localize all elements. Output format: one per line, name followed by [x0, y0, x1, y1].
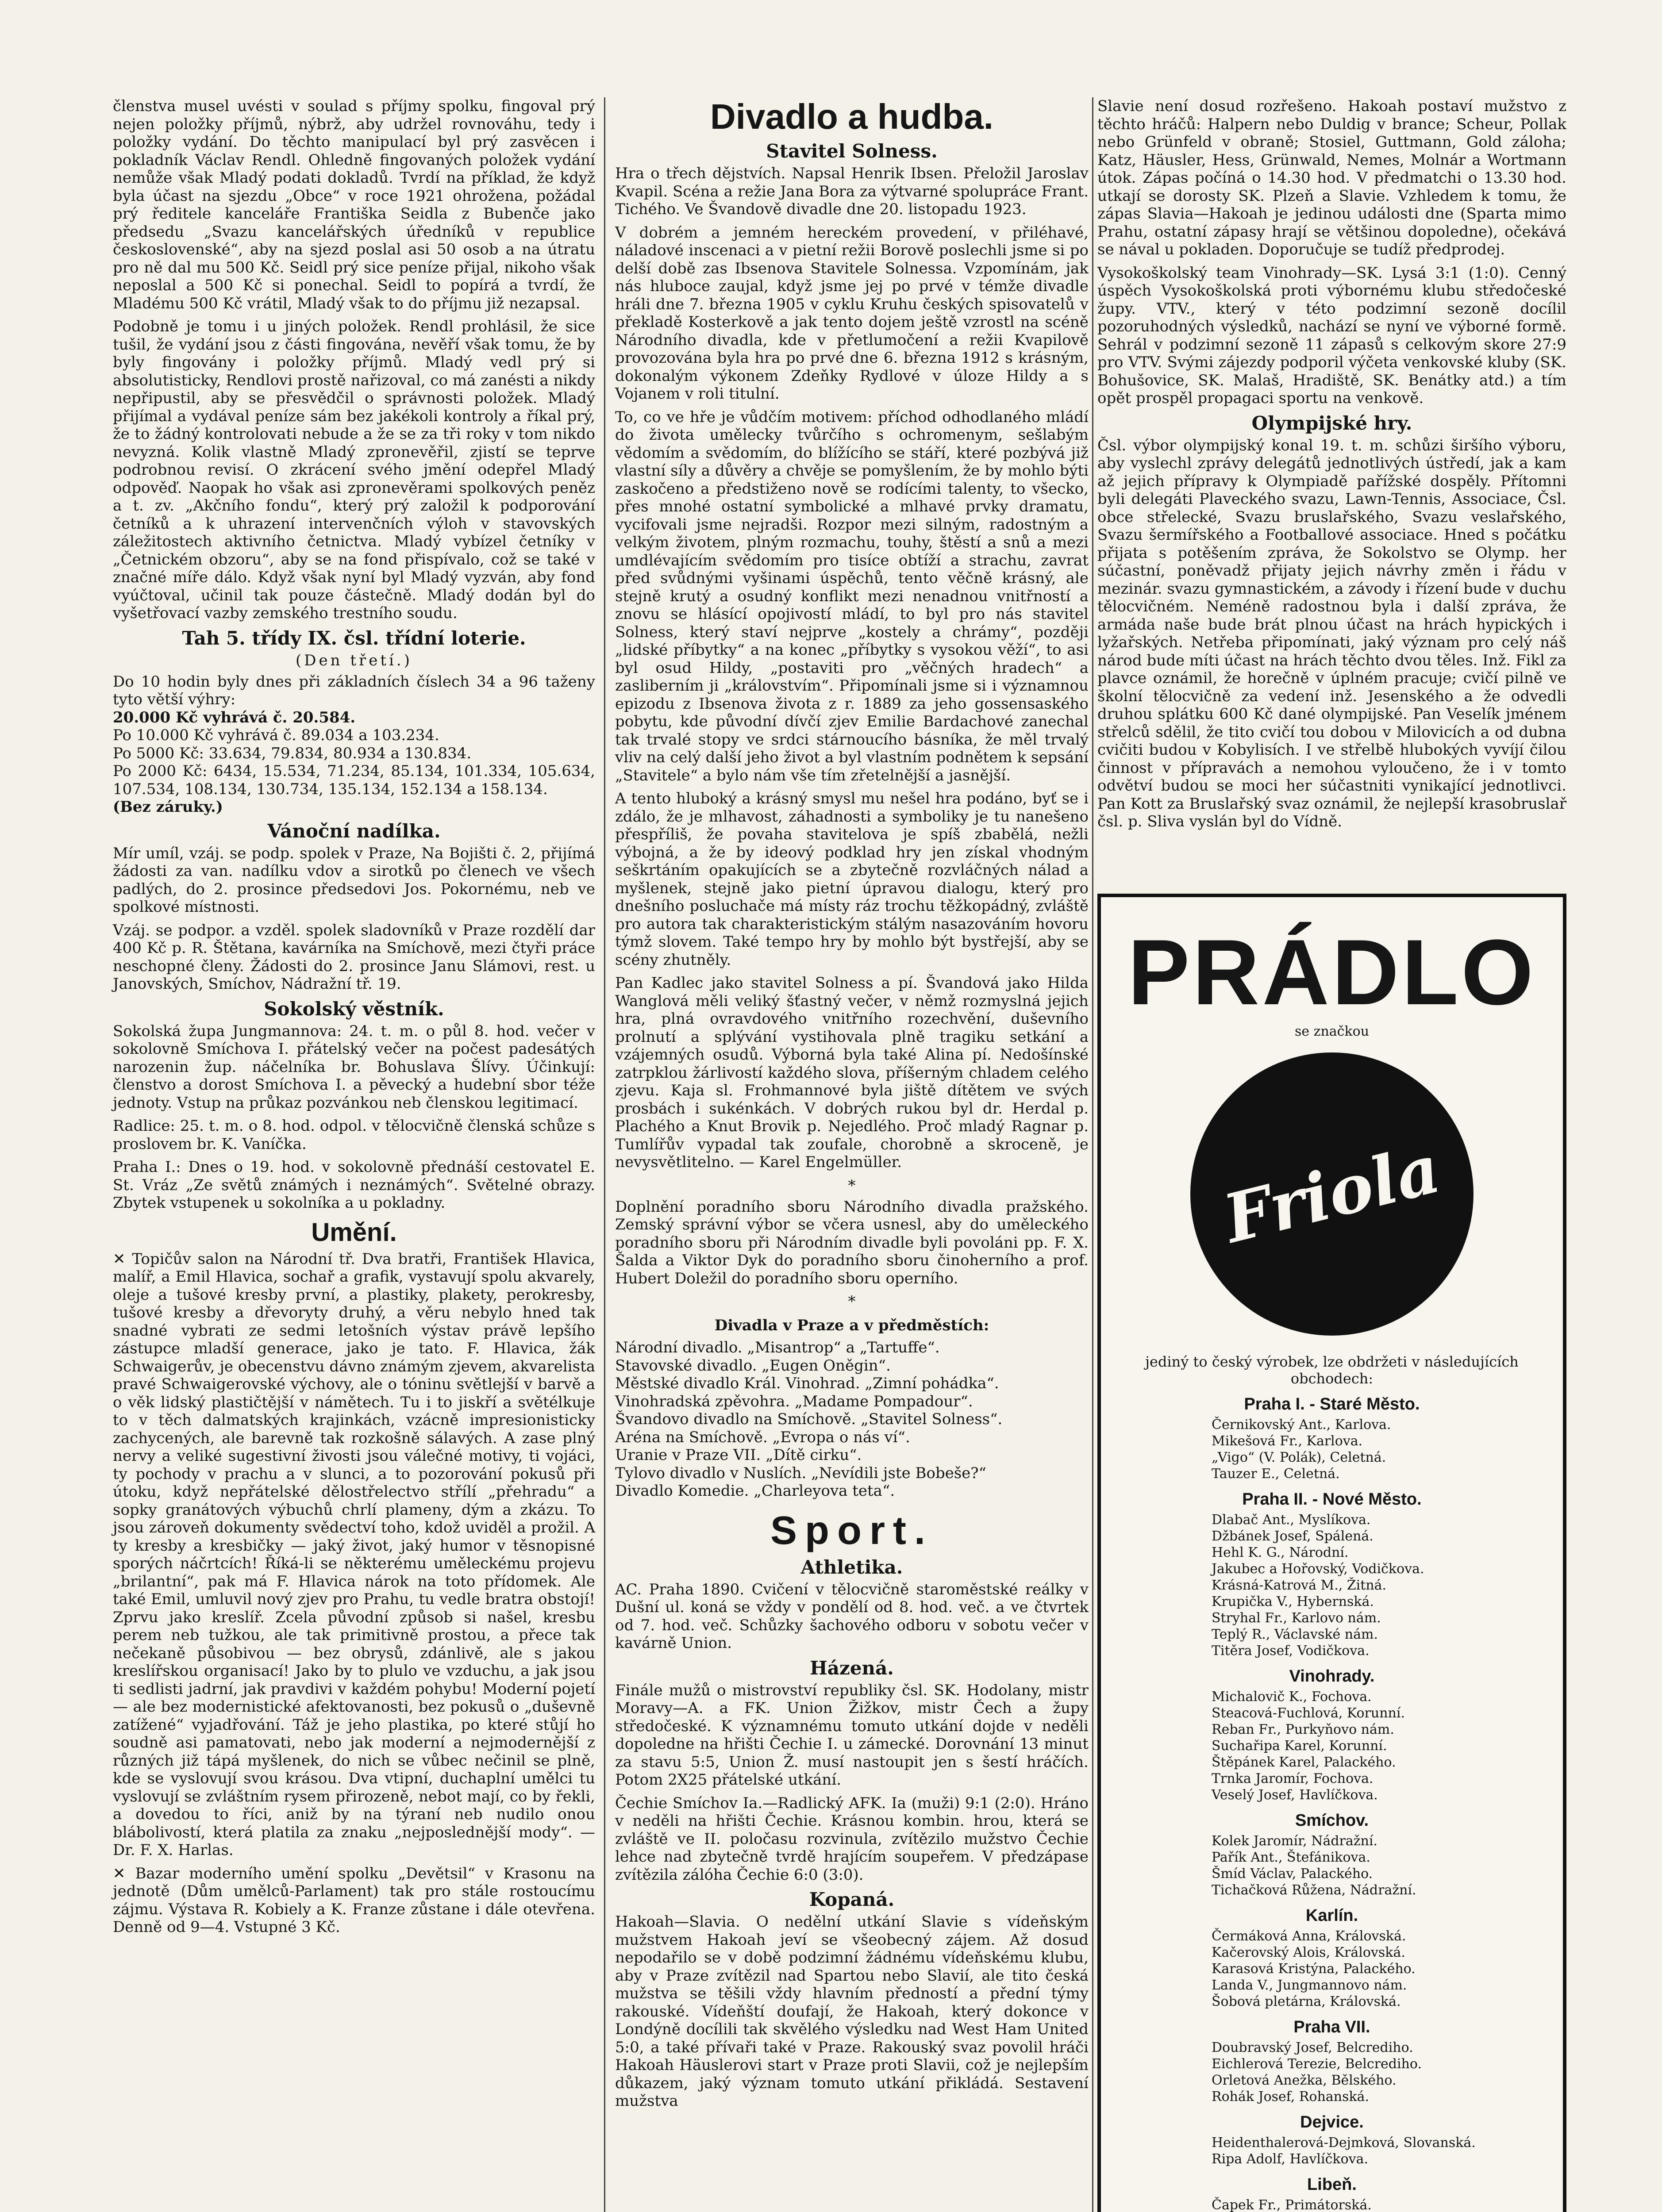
ad-intro: jediný to český výrobek, lze obdržeti v následujících obchodech: — [1145, 1353, 1519, 1387]
article-title-stavitel: Stavitel Solness. — [766, 140, 938, 162]
ad-shop-item: Suchařipa Karel, Korunní. — [1212, 1738, 1387, 1754]
ad-section-title: Praha II. - Nové Město. — [1242, 1490, 1422, 1509]
article-para: V dobrém a jemném hereckém provedení, v přiléhavé, náladové inscenaci a v pietní režii Borově poslechli jsme si po delší době zas Ibsenova Stavitele Solnessa. Vzpomínám, jak nás hluboce zaujal, když jsme jej po prvé v témže divadle hráli dne 7. března 1905 v cyklu Kruhu českých spisovatelů v překladě Kosterkově a jak tento dojem ještě vzrostl na scéně Národního divadla, kde v přetlumočení a režii Kvapilově provozována byla hra po prvé dne 6. března 1912 s krásným, dokonalým výkonem Zdeňky Rydlové v úloze Hildy a s Vojanem v roli titulní. — [615, 223, 1089, 403]
repertoar-line: Vinohradská zpěvohra. „Madame Pompadour“. — [615, 1392, 973, 1410]
repertoar-line: Tylovo divadlo v Nuslích. „Nevídili jste Bobeše?“ — [615, 1464, 987, 1482]
ad-shop-item: Čapek Fr., Primátorská. — [1212, 2197, 1372, 2212]
section-title-sokolsky: Sokolský věstník. — [264, 998, 444, 1020]
ad-shop-item: „Vigo“ (V. Polák), Celetná. — [1212, 1450, 1386, 1465]
article-para: Praha I.: Dnes o 19. hod. v sokolovně přednáší cestovatel E. St. Vráz „Ze světů známých i neznámých“. Světelné obrazy. Zbytek vstupenek u sokolníka a u pokladny. — [113, 1158, 595, 1212]
separator: * — [848, 1176, 856, 1194]
lottery-line: Po 10.000 Kč vyhrává č. 89.034 a 103.234. — [113, 726, 439, 744]
article-para: A tento hluboký a krásný smysl mu nešel hra podáno, byť se i zdálo, že je mlhavost, záhadnosti a symboliky je tu nanešeno přespříliš, že povaha stavitelova je spíš zbabělá, nežli výbojná, a že by ideový podklad hry jen získal vhodným seškrtáním opakujících se a zbytečně rozvláčných nálad a myšlenek, stejně jako pietní úpravou dialogu, který pro dnešního posluchače má místy ráz trochu těžkopádný, zvláště pro autora tak charakteristickým stálým nasazováním hovoru týmž slovem. Také tempo hry by mohlo být bystřejší, aby se scény zhutněly. — [615, 790, 1089, 969]
lottery-subtitle: (Den třetí.) — [296, 651, 412, 669]
ad-shop-item: Dlabač Ant., Myslíkova. — [1212, 1512, 1371, 1528]
ad-shop-item: Veselý Josef, Havlíčkova. — [1212, 1787, 1378, 1803]
article-para: Hra o třech dějstvích. Napsal Henrik Ibsen. Přeložil Jaroslav Kvapil. Scéna a režie Jana Bora za výtvarné spolupráce Frant. Tichého. Ve Švandově divadle dne 20. listopadu 1923. — [615, 165, 1089, 218]
ad-shop-item: Černikovský Ant., Karlova. — [1212, 1417, 1391, 1432]
ad-shop-item: Rohák Josef, Rohanská. — [1212, 2089, 1370, 2104]
ad-shop-item: Reban Fr., Purkyňovo nám. — [1212, 1722, 1394, 1737]
column-rule-1 — [604, 97, 605, 2212]
ad-se-znackou: se značkou — [1294, 1024, 1370, 1039]
lottery-line: Po 2000 Kč: 6434, 15.534, 71.234, 85.134, 101.334, 105.634, 107.534, 108.134, 130.734, 135.134, 152.134 a 158.134. — [113, 762, 595, 798]
article-para: Sokolská župa Jungmannova: 24. t. m. o půl 8. hod. večer v sokolovně Smíchova I. přátelský večer na počest padesátých narozenin žup. náčelníka br. Bohuslava Šlívy. Účinkují: členstvo a dorost Smíchova I. a pěvecký a hudební sbor téže jednoty. Vstup na průkaz pozvánkou neb členskou legitimací. — [113, 1022, 595, 1112]
subsection-hazena: Házená. — [810, 1657, 894, 1679]
ad-section-title: Praha I. - Staré Město. — [1244, 1395, 1420, 1413]
article-para: Čsl. výbor olympijský konal 19. t. m. schůzi širšího výboru, aby vyslechl zprávy delegátů jednotlivých ústředí, jak a kam až jejich přípravy k Olympiadě pařížské dospěly. Přítomni byli delegáti Plaveckého svazu, Lawn-Tennis, Associace, Čsl. obce střelecké, Svazu bruslařského, Svazu veslařského, Svazu šermířského a Footballové associace. Hned s počátku přijata s potěšením zpráva, že Sokolstvo se Olymp. her súčastní, poněvadž přijaty jejich návrhy změn i řádu v mezinár. svazu gymnastickém, a závody i řízení bude v duchu tělocvičném. Neméně radostnou byla i další zpráva, že armáda naše bude brát plnou účast na hrách hypických i lyžařských. Netřeba připomínati, jaký význam pro celý náš národ bude míti účast na hrách těchto dvou těles. Inž. Fikl za plavce oznámil, že horečně v úplném pracuje; cvičí pilně ve školní tělocvičně za vedení inž. Jesenského a že odvedli druhou splátku 600 Kč dané olympijské. Pan Veselík jménem střelců sdělil, že tito cvičí tou dobou v Milovicích a od dubna cvičiti budou v Kobylisích. I ve střelbě hlubokých vyvíjí čilou činnost v přípravách a nemohou vyloučeno, že i v tomto odvětví budou se moci her súčastniti vynikající jednotlivci. Pan Kott za Bruslařský svaz oznámil, že nejlepší krasobruslař čsl. p. Sliva vyslán byl do Vídně. — [1097, 436, 1566, 830]
repertoar-title: Divadla v Praze a v předměstích: — [714, 1317, 989, 1334]
ad-section-title: Praha VII. — [1293, 2018, 1370, 2036]
ad-section-title: Vinohrady. — [1289, 1667, 1375, 1686]
ad-shop-item: Orletová Anežka, Bělského. — [1212, 2073, 1397, 2088]
repertoar-line: Divadlo Komedie. „Charleyova teta“. — [615, 1482, 895, 1500]
repertoar-line: Stavovské divadlo. „Eugen Oněgin“. — [615, 1356, 891, 1375]
ad-shop-item: Jakubec a Hořovský, Vodičkova. — [1212, 1561, 1424, 1577]
ad-shop-item: Tauzer E., Celetná. — [1212, 1466, 1340, 1482]
ad-section-title: Smíchov. — [1295, 1811, 1369, 1830]
article-para: Vzáj. se podpor. a vzděl. spolek sladovníků v Praze rozdělí dar 400 Kč p. R. Štětana, kavárníka na Smíchově, mezi čtyři práce neschopné členy. Žádosti do 2. prosince Janu Slámovi, rest. u Janovských, Smíchov, Nádražní tř. 19. — [113, 921, 595, 993]
lottery-line: Do 10 hodin byly dnes při základních číslech 34 a 96 taženy tyto větší výhry: — [113, 672, 595, 708]
ad-shop-item: Stryhal Fr., Karlovo nám. — [1212, 1610, 1381, 1626]
lottery-line: 20.000 Kč vyhrává č. 20.584. — [113, 708, 356, 726]
advertisement-pradlo — [1097, 894, 1566, 2212]
ad-shop-item: Karasová Kristýna, Palackého. — [1212, 1961, 1416, 1977]
ad-section-title: Dejvice. — [1300, 2113, 1364, 2131]
ad-shop-item: Pařík Ant., Štefánikova. — [1212, 1850, 1370, 1865]
ad-shop-item: Titěra Josef, Vodičkova. — [1212, 1643, 1370, 1659]
ad-shop-item: Štěpánek Karel, Palackého. — [1212, 1755, 1396, 1770]
ad-shop-item: Kolek Jaromír, Nádražní. — [1212, 1833, 1378, 1849]
article-para: Čechie Smíchov Ia.—Radlický AFK. Ia (muži) 9:1 (2:0). Hráno v neděli na hřišti Čechie. Krásnou kombin. hrou, která se zvláště ve II. poločasu rozvinula, zvítězilo mužstvo Čechie lehce nad zbytečně tvrdě hrajícím soupeřem. V předzápase zvítězila zálóha Čechie 6:0 (3:0). — [615, 1794, 1089, 1884]
ad-section-list — [1212, 2135, 1563, 2167]
ad-shop-item: Krupička V., Hybernská. — [1212, 1594, 1374, 1609]
column-middle — [615, 97, 1089, 2116]
article-para: Podobně je tomu i u jiných položek. Rendl prohlásil, že sice tušil, že vydání jsou z části fingována, nevěří však tomu, že by byly fingovány i položky příjmů. Mladý vedl prý si absolutisticky, Rendlovi prostě nařizoval, co má zanésti a nikdy nepřipustil, aby se přesvědčil o správnosti položek. Mladý přijímal a vydával peníze sám bez jakékoli kontroly a říkal prý, že to žádný kontrolovati nebude a že se za tři roky v tom nikdo nevyzná. Kolik vlastně Mladý zpronevěřil, zjistí se teprve podrobnou revisí. O zkrácení svého jmění odepřel Mladý odpověď. Naopak ho však asi zpronevěrami spolkových peněz a t. zv. „Akčního fondu“, který prý založil k podporování četníků a k uhrazení intervenčních výloh v stavovských záležitostech aktivního četnictva. Mladý vybízel četníky v „Četnickém obzoru“, aby se na fond přispívalo, což se také v značné míře dálo. Když však nyní byl Mladý vyzván, aby fond vyúčtoval, učinil tak pouze částečně. Mladý dodán byl do vyšetřovací vazby zemského trestního soudu. — [113, 318, 595, 622]
subsection-athletika: Athletika. — [800, 1556, 903, 1578]
ad-shop-item: Mikešová Fr., Karlova. — [1212, 1433, 1363, 1449]
article-para: ✕ Topičův salon na Národní tř. Dva bratři, František Hlavica, malíř, a Emil Hlavica, sochař a grafik, vystavují spolu akvarely, oleje a tušové kresby první, a plastiky, plakety, perokresby, tušové kresby a dřevoryty druhý, a věru nebylo hned tak snadné vybrati ze sedmi letošních výstav právě lepšího zástupce mladší generace, jako je tato. F. Hlavica, žák Schwaigerův, je obecenstvu dávno známým zjevem, akvarelista pravé Schwaigerovské výchovy, ale o tóninu světlejší v barvě a o věk lidský plastičtější v námětech. Tu i to jiskří a světélkuje to v těch dalmatských krajinkách, vzácně impresionisticky zachycených, ale barevně tak rozkošně sálavých. A zase plný nervy a veliké sugestivní živosti jsou válečné motivy, ti vojáci, ty pochody v prachu a v slunci, a to pozorování pokusů při útoku, když nepřátelské dělostřelectvo střílí „přehradu“ a sopky granátových výbuchů chrlí plameny, dým a zkázu. To jsou zároveň dokumenty svědectví toho, kdož uviděl a prožil. A ty kresby a kresbičky — jaký život, jaký humor v těsnopisné sporých náčrtcích! Říká-li se některému uměleckému projevu „brilantní“, pak má F. Hlavica nárok na toto přídomek. Ale také Emil, umluvil nový zjev pro Prahu, tu vedle bratra obstojí! Zprvu jako kreslíř. Zcela původní způsob si našel, kresbu perem neb tužkou, ale tak primitivně prostou, a přece tak nečekaně působivou — bez obrysů, zdánlivě, ale s jakou kreslířskou organisací! Jako by to plulo ve vzduchu, a jak jsou ti sedlisti jadrní, jak pravdivi v každém pohybu! Moderní pojetí — ale bez modernistické afektovanosti, bez pokusů o „duševně zatížené“ vyjadřování. Táž je jeho plastika, po které stůjí ho soudně asi pamatovati, nebo jak moderní a nejmodernější z různých již tápá myšlenek, do nich se vůbec nečinil se plně, kde se vyslovují svou krásou. Dva vtipní, duchaplní umělci tu vyslovují se zvláštním rysem přirozeně, nebot mají, co by řekli, a dovedou to říci, aniž by na týraní neb nudilo onou blábolivostí, která platila za znaku „nejposlednější mody“. — Dr. F. X. Harlas. — [113, 1250, 595, 1859]
repertoar-line: Městské divadlo Král. Vinohrad. „Zimní pohádka“. — [615, 1375, 999, 1392]
ad-section-list — [1212, 1833, 1563, 1898]
ad-shop-item: Šobová pletárna, Královská. — [1212, 1994, 1401, 2009]
ad-section-title: Libeň. — [1307, 2175, 1357, 2194]
ad-section-list — [1212, 1512, 1563, 1659]
article-para: Radlice: 25. t. m. o 8. hod. odpol. v tělocvičně členská schůze s proslovem br. K. Vaníčka. — [113, 1117, 595, 1153]
ad-shop-item: Trnka Jaromír, Fochova. — [1212, 1771, 1373, 1786]
article-para: členstva musel uvésti v soulad s příjmy spolku, fingoval prý nejen položky příjmů, nýbrž, aby udržel rovnováhu, tedy i položky vydání. Do těchto manipulací byl prý zasvěcen i pokladník Václav Rendl. Ohledně fingovaných položek vydání nemůže však Mladý podati dokladů. Tvrdí na příklad, že když byla účast na sjezdu „Obce“ v roce 1921 ohrožena, požádal prý ředitele kanceláře Františka Seidla z Bubenče jako předsedu „Svazu kancelářských úředníků v republice československé“, aby na sjezd poslal asi 50 osob a na útratu pro ně dal mu 500 Kč. Seidl prý sice peníze přijal, nikoho však neposlal a 500 Kč si ponechal. Seidl to popírá a tvrdí, že Mladému 500 Kč vrátil, Mladý však to do příjmu již nezapsal. — [113, 97, 595, 312]
repertoar-line: Aréna na Smíchově. „Evropa o nás ví“. — [615, 1428, 910, 1446]
article-para: ✕ Bazar moderního umění spolku „Devětsil“ v Krasonu na jednotě (Dům umělců-Parlament) tak pro stále rostoucímu zájmu. Výstava R. Kobiely a K. Franze zůstane i dále otevřena. Denně od 9—4. Vstupné 3 Kč. — [113, 1864, 595, 1936]
column-left — [113, 97, 595, 1942]
ad-section-list — [1212, 1689, 1563, 1803]
ad-section-list — [1212, 1928, 1563, 2010]
ad-section-title: Karlín. — [1305, 1906, 1358, 1925]
ad-section-list — [1212, 2039, 1563, 2105]
friola-logo — [1190, 1052, 1473, 1336]
ad-shop-item: Tichačková Růžena, Nádražní. — [1212, 1882, 1416, 1898]
lottery-section — [113, 628, 595, 816]
ad-shop-item: Ripa Adolf, Havlíčkova. — [1212, 2151, 1369, 2167]
lottery-line: (Bez záruky.) — [113, 798, 223, 816]
separator: * — [848, 1293, 856, 1310]
ad-shop-item: Krásná-Katrová M., Žitná. — [1212, 1578, 1387, 1593]
ad-section-list — [1212, 1417, 1563, 1482]
ad-shop-item: Landa V., Jungmannovo nám. — [1212, 1978, 1407, 1993]
section-title-sport: Sport. — [770, 1508, 933, 1553]
article-para: Doplnění poradního sboru Národního divadla pražského. Zemský správní výbor se včera usnesl, aby do uměleckého poradního sboru při Národním divadle byli povoláni pp. F. X. Šalda a Viktor Dyk do poradního sboru činoherního a prof. Hubert Doležil do poradního sboru operního. — [615, 1198, 1089, 1287]
article-para: Finále mužů o mistrovství republiky čsl. SK. Hodolany, mistr Moravy—A. a FK. Union Žižkov, mistr Čech a župy středočeské. K významnému tomuto utkání dojde v neděli dopoledne na hřišti Čechie I. u zámecké. Dorovnání 13 minut za stavu 5:5, Union Ž. musí nastoupit jen s šestí hráčích. Potom 2X25 přátelské utkání. — [615, 1681, 1089, 1789]
lottery-title: Tah 5. třídy IX. čsl. třídní loterie. — [182, 627, 526, 649]
section-title-vanocni: Vánoční nadílka. — [267, 820, 441, 842]
section-title-olymp: Olympijské hry. — [1251, 412, 1412, 434]
column-rule-2 — [1092, 97, 1093, 2212]
article-para: Hakoah—Slavia. O nedělní utkání Slavie s vídeňským mužstvem Hakoah jeví se všeobecný zájem. Až dosud nepodařilo se v době podzimní žádnému vídeňskému klubu, aby v Praze zvítězil nad Spartou nebo Slavií, ale tito česká mužstva se těšili vždy hlavním předností a přední týmy rakouské. Vídeňští doufají, že Hakoah, který dokonce v Londýně docílili tak skvělého výsledku nad West Ham United 5:0, a také přívaři také v Praze. Rakouský svaz povolil hráči Hakoah Häuslerovi start v Praze proti Slavii, což je nejlepším důkazem, jaký význam tomuto utkání přikládá. Sestavení mužstva — [615, 1913, 1089, 2110]
ad-shop-item: Hehl K. G., Národní. — [1212, 1545, 1349, 1560]
article-para: To, co ve hře je vůdčím motivem: příchod odhodlaného mládí do života umělecky tvůrčího s ochromenym, sešlabým vědomím a svědomím, do blížícího se stáří, které pozbývá již vlastní síly a důvěry a chvěje se pomyšlením, že by mohlo býti zaskočeno a předstiženo nově se rodícími talenty, to všecko, přes mnohé ostatní symbolické a mlhavé prvky dramatu, vycifovali jsme nejradši. Rozpor mezi silným, radostným a velkým životem, plným rozmachu, touhy, štěstí a snů a mezi umdlévajícím svědomím pro tisíce obtíží a strachu, zavrat před svůdnými vyšinami úspěchů, tento věčně krásný, ale stejně krutý a osudný konflikt mezi nenadnou vnitřností a znovu se hlásící opojivostí mládí, to byl pro nás stavitel Solness, který staví nejprve „kostely a chrámy“, později „lidské příbytky“ a na konec „příbytky s vysokou věží“, to asi byl osud Hildy, „postaviti pro „věčných hradech“ a zasliberním ji „královstvím“. Připomínali jsme si i významnou epizodu z Ibsenova života z r. 1889 za jeho gossensaského pobytu, kde původní dívčí zjev Emilie Bardachové zanechal tak trvalé stopy ve srdci stárnoucího básníka, že měl trvalý vliv na celý další jeho život a byl vlastním podnětem k sepsání „Stavitele“ a bylo nám vše tím zřetelnější a jasnější. — [615, 408, 1089, 784]
article-para: Slavie není dosud rozřešeno. Hakoah postaví mužstvo z těchto hráčů: Halpern nebo Duldig v brance; Scheur, Pollak nebo Grünfeld v obraně; Stosiel, Guttmann, Gold záloha; Katz, Häusler, Hess, Grünwald, Nemes, Molnár a Wortmann útok. Zápas počíná o 14.30 hod. V předmatchi o 13.30 hod. utkají se dorosty SK. Plzeň a Slavie. Vzhledem k tomu, že zápas Slavia—Hakoah je jedinou události dne (Sparta mimo Prahu, ostatní zápasy hrají se většinou dopoledne), očekává se nával u pokladen. Doporučuje se tudíž předprodej. — [1097, 97, 1566, 258]
subsection-kopana: Kopaná. — [809, 1889, 895, 1910]
ad-shop-item: Steacová-Fuchlová, Korunní. — [1212, 1705, 1405, 1721]
ad-shop-item: Čermáková Anna, Královská. — [1212, 1928, 1406, 1944]
ad-shop-item: Šmíd Václav, Palackého. — [1212, 1866, 1373, 1882]
ad-shop-item: Eichlerová Terezie, Belcrediho. — [1212, 2056, 1422, 2072]
column-right — [1097, 97, 1566, 836]
ad-shop-item: Doubravský Josef, Belcrediho. — [1212, 2040, 1413, 2055]
article-para: Vysokoškolský team Vinohrady—SK. Lysá 3:1 (1:0). Cenný úspěch Vysokoškolská proti výbornému klubu středočeské župy. VTV., který v této podzimní sezoně docílil pozoruhodných výsledků, nachází se nyní ve výborné formě. Sehrál v podzimní sezoně 11 zápasů s celkovým skore 27:9 pro VTV. Svými zájezdy podporil výčeta venkovské kluby (SK. Bohušovice, SK. Malaš, Hradiště, SK. Benátky atd.) a tím opět prospěl propagaci sportu na venkově. — [1097, 264, 1566, 407]
ad-shop-item: Michalovič K., Fochova. — [1212, 1689, 1372, 1705]
ad-section-list — [1212, 2197, 1563, 2212]
section-title-divadlo: Divadlo a hudba. — [710, 97, 994, 136]
article-para: Mír umíl, vzáj. se podp. spolek v Praze, Na Bojišti č. 2, přijímá žádosti za van. nadílku vdov a sirotků po členech ve všech padlých, do 2. prosince předsedovi Jos. Pokornému, neb ve spolkové místnosti. — [113, 844, 595, 916]
ad-title: PRÁDLO — [1127, 920, 1536, 1024]
ad-shop-item: Teplý R., Václavské nám. — [1212, 1627, 1378, 1642]
repertoar-line: Švandovo divadlo na Smíchově. „Stavitel Solness“. — [615, 1410, 1003, 1428]
ad-shop-item: Džbánek Josef, Spálená. — [1212, 1528, 1373, 1544]
article-para: Pan Kadlec jako stavitel Solness a pí. Švandová jako Hilda Wanglová měli veliký šťastný večer, v němž rozmyslná jejich hra, plná ovravdového vnitřního rozechvění, duševního prolnutí a splývání vystihovala plně tragiku setkání a vzájemných osudů. Výborná byla také Alina pí. Nedošínské zatrpklou žárlivostí každého slova, příšerným chladem celého zjevu. Kaja sl. Frohmannové byla jiště dítětem ve svých prosbách i sukénkách. V dobrých rukou byl dr. Herdal p. Plachého a Knut Brovik p. Nejedlého. Proč mladý Ragnar p. Tumlířův vypadal tak zoufale, chorobně a skroceně, je nevysvětlitelno. — Karel Engelmüller. — [615, 974, 1089, 1171]
logo-text: Friola — [1216, 1129, 1447, 1259]
lottery-line: Po 5000 Kč: 33.634, 79.834, 80.934 a 130.834. — [113, 744, 472, 762]
repertoar-line: Uranie v Praze VII. „Dítě cirku“. — [615, 1446, 862, 1464]
repertoar-line: Národní divadlo. „Misantrop“ a „Tartuffe“. — [615, 1339, 940, 1356]
section-title-umeni: Umění. — [311, 1217, 397, 1247]
article-para: AC. Praha 1890. Cvičení v tělocvičně staroměstské reálky v Dušní ul. koná se vždy v pondělí od 8. hod. več. a ve čtvrtek od 7. hod. več. Schůzky šachového odboru v sobotu večer v kavárně Union. — [615, 1580, 1089, 1652]
ad-shop-item: Heidenthalerová-Dejmková, Slovanská. — [1212, 2135, 1476, 2151]
ad-shop-item: Kačerovský Alois, Královská. — [1212, 1945, 1405, 1960]
ad-shop-list — [1101, 1395, 1563, 2212]
